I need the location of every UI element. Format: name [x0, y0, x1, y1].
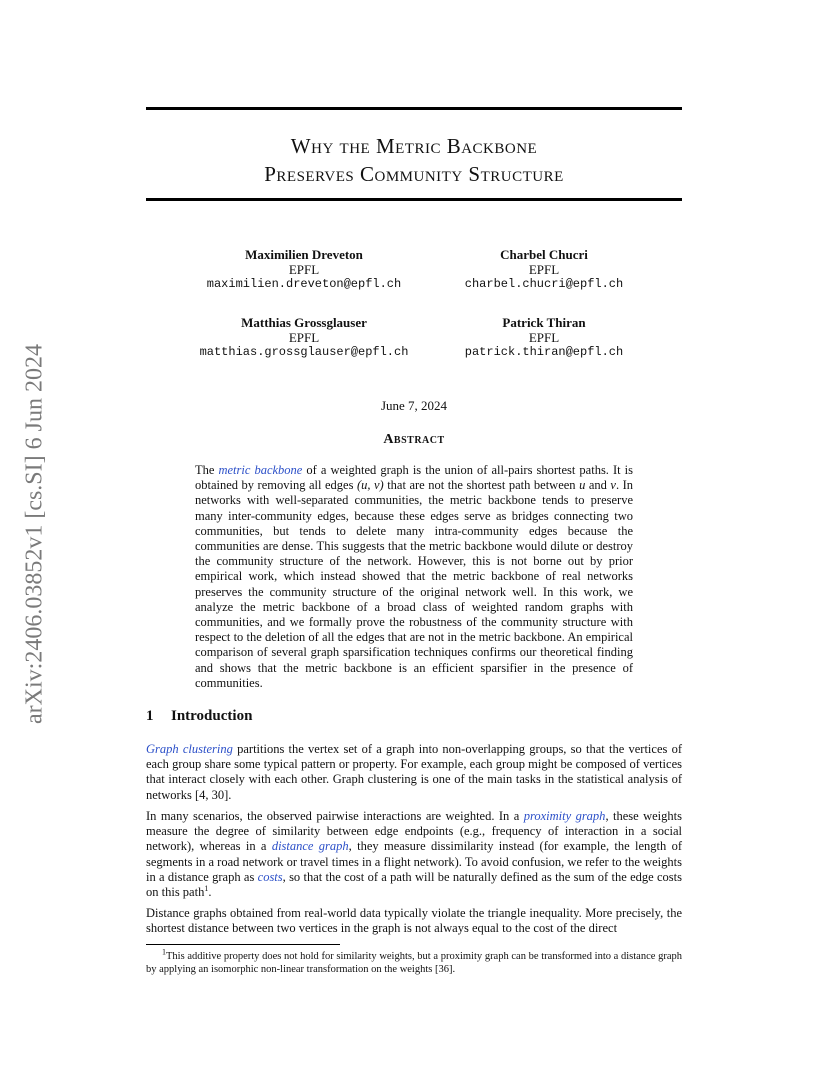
author-block — [414, 315, 674, 360]
intro-paragraph-1 — [146, 742, 682, 803]
math-edge: (u, v) — [356, 478, 384, 493]
author-block — [414, 247, 674, 292]
footnote-text: This additive property does not hold for similarity weights, but a proximity graph can be transformed into a distance graph by applying an isomorphic non-linear transformation on the weights [36]. — [146, 951, 682, 975]
author-email[interactable]: maximilien.dreveton@epfl.ch — [206, 277, 402, 291]
author-name: Patrick Thiran — [502, 315, 586, 330]
math-v: v — [610, 478, 616, 493]
footnote-divider — [146, 944, 340, 945]
author-affiliation: EPFL — [528, 262, 560, 277]
graph-clustering-link[interactable]: Graph clustering — [146, 742, 233, 756]
section-heading-introduction — [146, 708, 252, 725]
title-line-2: Preserves Community Structure — [264, 162, 564, 186]
abstract-text: of a weighted graph is the union of all-pairs shortest paths. It is obtained by removing all edges — [195, 463, 633, 493]
abstract-body — [195, 463, 633, 691]
proximity-graph-link[interactable]: proximity graph — [523, 809, 606, 823]
author-affiliation: EPFL — [288, 262, 320, 277]
arxiv-identifier: arXiv:2406.03852v1 [cs.SI] 6 Jun 2024 — [21, 344, 48, 724]
author-email[interactable]: matthias.grossglauser@epfl.ch — [199, 345, 409, 359]
paragraph-text: , so that the cost of a path will be naturally defined as the sum of the edge costs on this path — [146, 869, 682, 900]
author-name: Matthias Grossglauser — [241, 315, 367, 330]
arxiv-sidebar-stamp — [20, 308, 50, 760]
paragraph-text: Distance graphs obtained from real-world data typically violate the triangle inequality. More precisely, the shortest distance between two vertices in the graph is not always equal to the cost of the direct — [146, 906, 682, 936]
author-block — [174, 315, 434, 360]
author-affiliation: EPFL — [288, 330, 320, 345]
section-number: 1 — [146, 708, 154, 724]
paper-date: June 7, 2024 — [380, 398, 448, 413]
paragraph-text: , these weights measure the degree of similarity between edge endpoints (e.g., frequency of interaction in a social network), whereas in a — [146, 809, 682, 854]
distance-graph-link[interactable]: distance graph — [271, 839, 349, 854]
abstract-text: that are not the shortest path between — [383, 478, 580, 493]
author-name: Charbel Chucri — [500, 247, 588, 262]
title-rule-bottom — [146, 198, 682, 201]
section-title: Introduction — [171, 708, 253, 724]
author-email[interactable]: patrick.thiran@epfl.ch — [464, 345, 624, 359]
footnote — [146, 947, 682, 976]
abstract-intro: The — [195, 463, 219, 477]
abstract-heading: Abstract — [383, 432, 445, 447]
paper-title — [146, 132, 682, 188]
author-name: Maximilien Dreveton — [245, 247, 363, 262]
intro-paragraph-3 — [146, 906, 682, 936]
math-u: u — [579, 478, 586, 493]
costs-link[interactable]: costs — [257, 869, 283, 884]
footnote-mark[interactable]: 1 — [204, 883, 209, 893]
abstract-text: and — [585, 478, 611, 493]
abstract-text: . In networks with well-separated communities, the metric backbone tends to preserve many inter-community edges, because these edges serve as bridges connecting two communities, but tends to delete many intra-community edges because the communities are dense. This suggests that the metric backbone would dilute or destroy the community structure of the network. However, this is not borne out by prior empirical work, which instead showed that the metric backbone of real networks preserves the community structure of the original network well. In this work, we analyze the metric backbone of a broad class of weighted random graphs with communities, and we formally prove the robustness of the community structure with respect to the deletion of all the edges that are not in the metric backbone. An empirical comparison of several graph sparsification techniques confirms our theoretical finding and shows that the metric backbone is an efficient sparsifier in the presence of communities. — [195, 478, 633, 690]
intro-paragraph-2 — [146, 809, 682, 900]
title-line-1: Why the Metric Backbone — [290, 134, 538, 158]
author-affiliation: EPFL — [528, 330, 560, 345]
paragraph-text: In many scenarios, the observed pairwise interactions are weighted. In a — [146, 809, 524, 823]
paragraph-text: partitions the vertex set of a graph into non-overlapping groups, so that the vertices of each group share some typical pattern or property. For example, each group might be composed of vertices that interact closely with each other. Graph clustering is one of the main tasks in the statistical analysis of networks [4, 30]. — [146, 742, 682, 802]
author-email[interactable]: charbel.chucri@epfl.ch — [464, 277, 624, 291]
title-rule-top — [146, 107, 682, 110]
paragraph-text: . — [208, 885, 212, 900]
author-block — [174, 247, 434, 292]
metric-backbone-link[interactable]: metric backbone — [218, 463, 303, 477]
paragraph-text: , they measure dissimilarity instead (for example, the length of segments in a road network or travel times in a flight network). To avoid confusion, we refer to the weights in a distance graph as — [146, 839, 683, 884]
footnote-number: 1 — [162, 947, 166, 957]
